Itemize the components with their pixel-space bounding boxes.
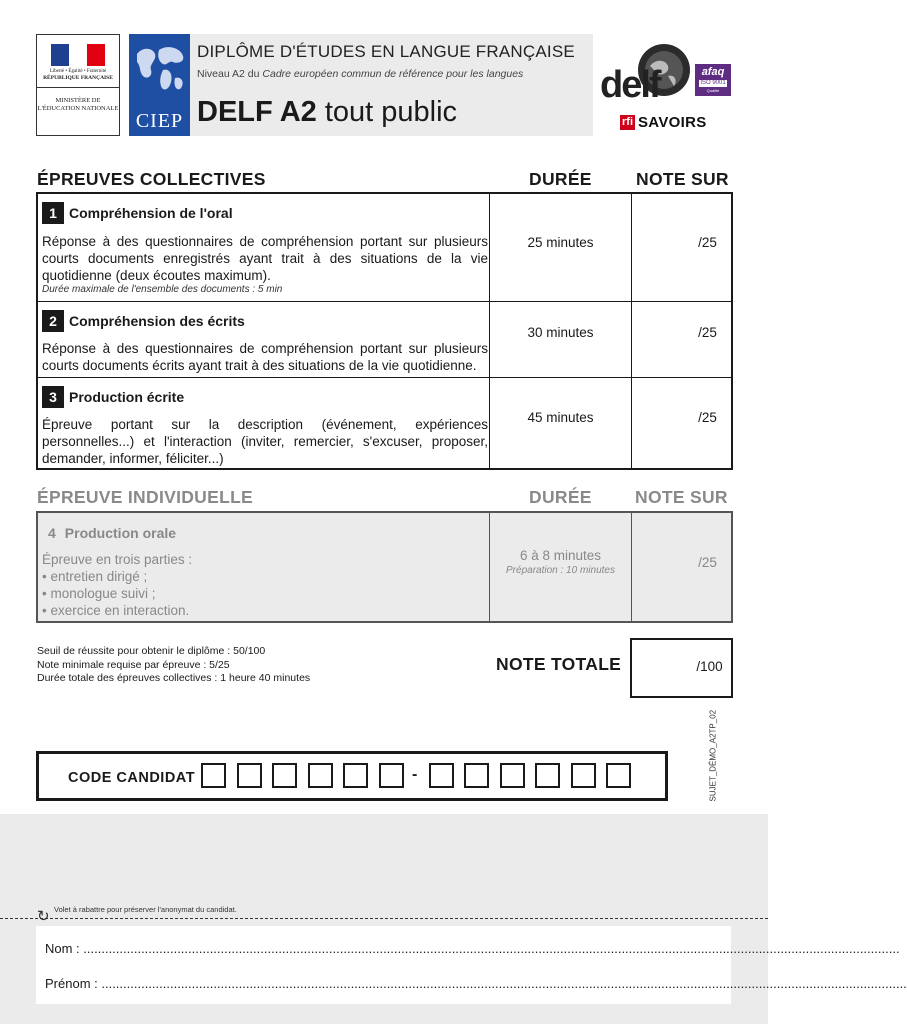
epreuve-description: Épreuve en trois parties :: [42, 552, 193, 567]
epreuve-score: /25: [698, 410, 717, 425]
epreuve-number: 3: [42, 386, 64, 408]
fold-arrow-icon: ↻: [37, 908, 50, 925]
epreuve-duration: 6 à 8 minutes: [519, 548, 602, 563]
table-row: [38, 194, 731, 302]
total-score-value: /100: [696, 659, 723, 674]
candidate-code-digit[interactable]: [201, 763, 226, 788]
table-row: [38, 301, 731, 378]
epreuve-description: Réponse à des questionnaires de compréhension portant sur plusieurs courts documents écrits ayant trait à des situations de la vie quotidienne.: [42, 341, 488, 373]
collective-heading: ÉPREUVES COLLECTIVES: [37, 169, 266, 189]
preparation-time: Préparation : 10 minutes: [506, 565, 615, 576]
collective-duration-header: DURÉE: [529, 169, 592, 189]
candidate-code-digit[interactable]: [237, 763, 262, 788]
epreuve-title: Production écrite: [69, 389, 185, 405]
french-flag-icon: [51, 44, 105, 66]
rf-motto: Liberté • Égalité • Fraternité: [49, 69, 107, 74]
candidate-code-separator: -: [412, 766, 418, 783]
collective-score-header: NOTE SUR: [636, 169, 729, 189]
fold-instruction: Volet à rabattre pour préserver l'anonymat du candidat.: [54, 905, 237, 914]
candidate-code-digit[interactable]: [308, 763, 333, 788]
epreuve-score: /25: [698, 325, 717, 340]
exam-name: DELF A2 tout public: [197, 96, 458, 128]
delf-wordmark: delf: [600, 64, 660, 106]
total-duration: Durée totale des épreuves collectives : 1 heure 40 minutes: [37, 672, 311, 684]
candidate-code-digit[interactable]: [535, 763, 560, 788]
candidate-code-digit[interactable]: [500, 763, 525, 788]
epreuve-number: 4: [48, 525, 56, 541]
candidate-code-digit[interactable]: [429, 763, 454, 788]
individual-duration-header: DURÉE: [529, 487, 592, 507]
epreuve-number: 1: [42, 202, 64, 224]
last-name-field[interactable]: Nom : ..................................................................................................................................................................................................................................: [45, 941, 900, 956]
candidate-name-panel: [36, 926, 907, 1004]
epreuve-score: /25: [698, 555, 717, 570]
epreuve-duration: 25 minutes: [527, 235, 594, 250]
epreuve-number: 2: [42, 310, 64, 332]
epreuve-duration: 45 minutes: [527, 410, 594, 425]
epreuve-description: Épreuve portant sur la description (événement, expériences personnelles...) et l'interaction (inviter, remercier, s'excuser, proposer, demander, informer, féliciter...): [42, 417, 488, 466]
epreuve-note: Durée maximale de l'ensemble des documents : 5 min: [42, 284, 283, 295]
epreuve-part: • monologue suivi ;: [42, 586, 156, 601]
epreuve-part: • exercice en interaction.: [42, 603, 190, 618]
republique-francaise-logo: [36, 34, 120, 136]
pass-threshold: Seuil de réussite pour obtenir le diplôme : 50/100: [37, 645, 266, 657]
ministry-name: MINISTÈRE DE L'ÉDUCATION NATIONALE: [37, 97, 119, 112]
epreuve-score: /25: [698, 235, 717, 250]
table-row: [38, 513, 731, 621]
epreuve-title: Compréhension de l'oral: [69, 205, 233, 221]
individual-score-header: NOTE SUR: [635, 487, 728, 507]
epreuve-title: Compréhension des écrits: [69, 313, 245, 329]
candidate-code-box: [36, 751, 668, 801]
ciep-wordmark: CIEP: [135, 110, 184, 132]
epreuve-description: Réponse à des questionnaires de compréhension portant sur plusieurs courts documents enregistrés ayant trait à des situations de la vie quotidienne (deux écoutes maximum).: [42, 234, 488, 283]
candidate-code-digit[interactable]: [343, 763, 368, 788]
level-description: Niveau A2 du Cadre européen commun de référence pour les langues: [197, 68, 524, 80]
minimum-score: Note minimale requise par épreuve : 5/25: [37, 658, 230, 671]
candidate-code-digit[interactable]: [379, 763, 404, 788]
subject-code: SUJET_DÉMO_A2TP_02: [708, 709, 718, 802]
rfi-savoirs-logo: rfi SAVOIRS: [622, 113, 707, 131]
world-map-icon: [133, 42, 187, 100]
afaq-certification-logo: afaq ISO 9001 Qualité: [695, 64, 731, 96]
candidate-code-digit[interactable]: [571, 763, 596, 788]
table-row: [38, 377, 731, 468]
epreuve-title: Production orale: [64, 525, 177, 541]
individual-table: [36, 511, 733, 623]
delf-logo: [600, 42, 692, 108]
title-block: [190, 34, 593, 136]
individual-heading: ÉPREUVE INDIVIDUELLE: [37, 487, 254, 507]
candidate-code-digit[interactable]: [606, 763, 631, 788]
first-name-field[interactable]: Prénom : ...............................................................................................................................................................................................................................: [45, 976, 907, 991]
epreuve-part: • entretien dirigé ;: [42, 569, 148, 584]
candidate-code-label: CODE CANDIDAT: [68, 770, 196, 786]
diploma-title: DIPLÔME D'ÉTUDES EN LANGUE FRANÇAISE: [197, 42, 575, 61]
exam-rules: [37, 645, 310, 686]
epreuve-duration: 30 minutes: [527, 325, 594, 340]
fold-line: [0, 918, 768, 919]
candidate-code-digit[interactable]: [464, 763, 489, 788]
ciep-logo: [129, 34, 190, 136]
total-score-field[interactable]: [630, 638, 733, 698]
candidate-code-digit[interactable]: [272, 763, 297, 788]
rf-name: RÉPUBLIQUE FRANÇAISE: [43, 75, 113, 81]
collective-table: [36, 192, 733, 470]
total-score-label: NOTE TOTALE: [496, 654, 622, 674]
